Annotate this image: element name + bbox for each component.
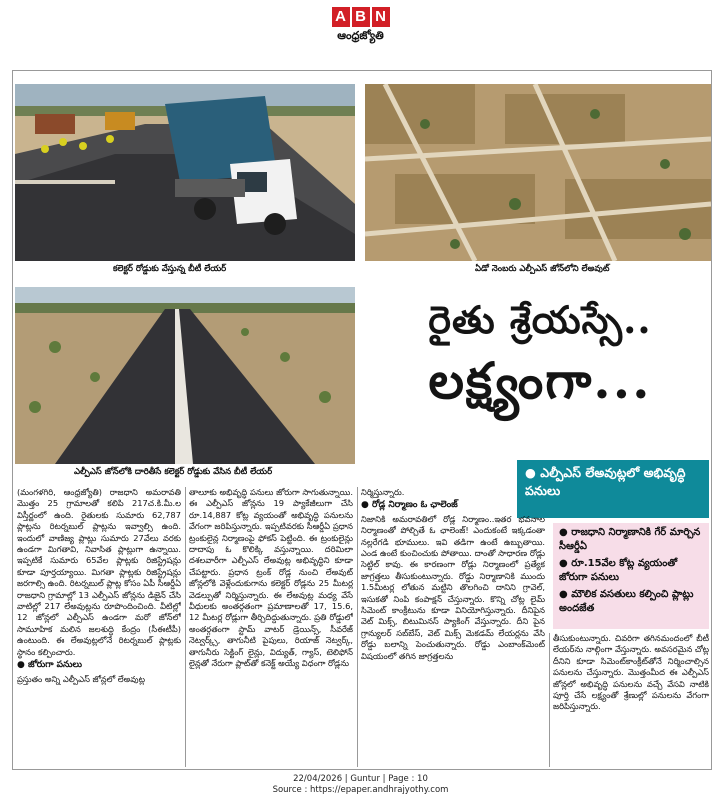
column-divider [185, 487, 186, 767]
section-subhead: ● జోరుగా పనులు [17, 660, 82, 671]
highlights-box [553, 523, 709, 629]
photo-collector-road [15, 287, 355, 464]
column-divider [357, 487, 358, 767]
footer [0, 774, 721, 796]
headline-line-2: లక్ష్యంగా... [428, 351, 652, 410]
photo-caption: ఎల్పీఎస్‌ జోన్‌లోకి దారితీసే కలెక్టర్‌ రోడ్డుకు వేసిన బీటీ లేయర్‌ [70, 466, 276, 479]
paper-name: ఆంధ్రజ్యోతి [337, 29, 384, 42]
article-paragraph: నిర్మిస్తున్నారు. [361, 487, 405, 497]
source-link[interactable]: Source : https://epaper.andhrajyothy.com [272, 785, 449, 795]
edition-info: 22/04/2026 | Guntur | Page : 10 [293, 774, 428, 784]
logo-letter: B [352, 7, 370, 27]
headline-line-1: రైతు శ్రేయస్సే.. [428, 297, 652, 342]
logo-letter: A [332, 7, 350, 27]
article-paragraph: ప్రస్తుతం అన్ని ఎల్పీఎస్‌ జోన్లలో లేఅవుట్ల [17, 673, 145, 684]
article-column-4 [553, 633, 709, 767]
photo-caption: కలెక్టర్‌ రోడ్డుకు వేస్తున్న బీటీ లేయర్‌ [109, 263, 230, 276]
collector-road-image [15, 287, 355, 464]
road-truck-image [15, 84, 355, 261]
article-paragraph: నిజానికి అమరావతిలో రోడ్ల నిర్మాణం..ఇతర భవనాల నిర్మాణంతో పోల్చితే ఓ ఛాలెంజ్‌! ఎందుకంటే ఇక్కడంతా నల్లరేగడి భూములు. ఇవి తడిగా ఉంటే ఉబ్బుతాయి. ఎండ ఉంటే కుంచించుకు పోతాయి. దాంతో సాధారణ రోడ్లు సెట్టిల్‌ కావు. ఈ కారణంగా రోడ్లు నిర్మాణంలో ప్రత్యేక జాగ్రత్తలు తీసుకుంటున్నారు. రోడ్డు నిర్మాణానికి ముందు 1.5మీటర్ల లోతున మట్టిని తొలగించి దానిని గ్రావెల్‌, ఇసుకతో నింపి కంపాక్షన్‌ చేస్తున్నారు. కొన్ని చోట్ల లైమ్‌ సిమెంట్‌ కాంక్రీటును కూడా వినియోగిస్తున్నారు. దీనిపైన వెట్‌ మిక్స్‌, బిటుమినస్‌ ప్యాకింగ్‌ వేస్తున్నారు. దీని పైన గ్రాన్యులర్‌ సబ్‌బేస్‌, వెట్‌ మిక్స్‌ మెకడమ్‌ లేయర్లను వేసి రోడ్డు బలాన్ని పెంచుతున్నారు. రోడ్డు ఎంబాంక్‌మెంట్‌ విషయంలో తగిన జాగ్రత్తలను [361, 513, 545, 661]
abn-logo[interactable] [332, 7, 390, 27]
article-paragraph: (మంగళగిరి, ఆంధ్రజ్యోతి) రాజధాని అమరావతి మొత్తం 25 గ్రామాలతో కలిపి 217చ.కి.మీ.ల విస్తీర్ణంలో ఉంది. రైతులకు సుమారు 62,787 ప్లాట్లను రిటర్నబుల్‌ ప్లాట్లను ఇవ్వాల్సి ఉంది. ఇందులో వాణిజ్య ప్లాట్లు సుమారు 27వేలు వరకు ఉండగా మిగతావి, నివాసిత ప్లాట్లుగా ఉన్నాయి. ఇప్పటికే సుమారు 65వేల ప్లాట్లకు రిజిస్ట్రేషన్లు కూడా పూర్తయ్యాయి. మిగతా ప్లాట్లకు రిజిస్ట్రేషన్లు జరగాల్సి ఉంది. రిటర్నబుల్‌ ప్లాట్ల కోసం ఏపీ సీఆర్డీఏ రాజధాని గ్రామాల్లో 13 ఎల్పీఎస్‌ జోన్లను డిజైన్‌ చేసి వాటిల్లో 217 లేఅవుట్లను రూపొందించింది. వీటిల్లో 12 జోన్లలో ఎల్పీఎస్‌ ఉండగా మరో జోన్‌లో సామూహిక మలిన జలశుద్ధి కేంద్రం (సీఈటీపీ) ఉంటుంది. ఈ లేఅవుట్లలోనే రిటర్నబుల్‌ ప్లాట్లకు స్థానం కల్పించారు. [17, 487, 181, 657]
photo-layout-aerial [365, 84, 711, 261]
subheadline-box: ● ఎల్పీఎస్‌ లేఅవుట్లలో అభివృద్ధి పనులు [517, 460, 709, 518]
article-column-3 [361, 487, 545, 767]
masthead [0, 6, 721, 43]
photo-caption: ఏడో నెంబరు ఎల్పీఎస్‌ జోన్‌లోని లేఅవుట్‌ [471, 263, 613, 276]
photo-road-truck [15, 84, 355, 261]
layout-aerial-image [365, 84, 711, 261]
article-column-1 [17, 487, 181, 767]
column-divider [549, 633, 550, 767]
highlight-point: ● మౌలిక వసతులు కల్పించి ప్లాట్లు అందజేత [559, 589, 694, 614]
logo-letter: N [372, 7, 390, 27]
article-paragraph: తీసుకుంటున్నారు. చివరిగా తగినమందంలో బీటీ లేయర్‌ను నాల్గింగా వేస్తున్నారు. అవసరమైన చోట్ల దీనిని కూడా సిమెంట్‌కాంక్రీట్‌తోనే నిర్మించాల్సిన పనులను చేస్తున్నారు. మొత్తంమీద ఈ ఎల్పీఎస్‌ జోన్లలో అభివృద్ధి పనులను వచ్చే వేసవి నాటికి పూర్తి చేసే లక్ష్యంతో శ్రేణుల్లో పనులను వేగంగా జరిపిస్తున్నారు. [553, 633, 709, 712]
highlight-point: ● రూ.15వేల కోట్ల వ్యయంతో జోరుగా పనులు [559, 558, 678, 583]
section-subhead: ● రోడ్ల నిర్మాణం ఓ ఛాలెంజ్‌ [361, 500, 458, 511]
article-paragraph: తాలూకు అభివృద్ధి పనులు జోరుగా సాగుతున్నాయి. ఈ ఎల్పీఎస్‌ జోన్లను 19 ప్యాకేజీలుగా చేసి రూ.14,887 కోట్ల వ్యయంతో అభివృద్ధి పనులను వేగంగా జరిపిస్తున్నారు. ఇప్పటివరకు సీఆర్డీఏ ప్రధాన ట్రంకులైన్ల నిర్మాణంపై ఫోకస్‌ పెట్టింది. ఈ ట్రంకులైన్లు దాదాపు ఓ కొలిక్కి వస్తున్నాయి. దరిమిలా దశలవారీగా ఎల్పీఎస్‌ లేఅవుట్ల అభివృద్ధిని కూడా చేపట్టారు. ప్రధాన ట్రంక్‌ రోడ్ల నుంచి లేఅవుట్‌ జోన్లలోకి వెళ్లేందుకుగాను కలెక్టర్‌ రోడ్లను 25 మీటర్ల వెడల్పుతో నిర్మిస్తున్నారు. ఈ లేఅవుట్ల మధ్య వేసే వీధులకు అంతర్గతంగా ప్రమాణాలతో 17, 15.6, 12 మీటర్ల రోడ్లుగా తీర్చిదిద్దుతున్నారు. ప్రతి రోడ్డులో అంతర్గతంగా స్టామ్‌ వాటర్‌ డ్రెయిన్స్‌, సీవరేజ్‌ నెట్వర్క్స్‌, తాగునీటి పైపులు, రియాజ్‌ నెట్వర్క్‌, తాగునీరు సెక్టింగ్‌ లైన్లు, విద్యుత్‌, గ్యాస్‌, టెలిఫోన్‌ లైన్లతో నేరుగా ప్లాట్‌తో కనెక్ట్‌ అయ్యే విధంగా రోడ్లను [189, 487, 353, 669]
news-clipping [12, 70, 712, 770]
article-column-2 [189, 487, 353, 767]
highlight-point: ● రాజధాని నిర్మాణానికి గేర్‌ మార్చిన సీఆర్డీఏ [559, 527, 701, 552]
headline [370, 297, 710, 413]
